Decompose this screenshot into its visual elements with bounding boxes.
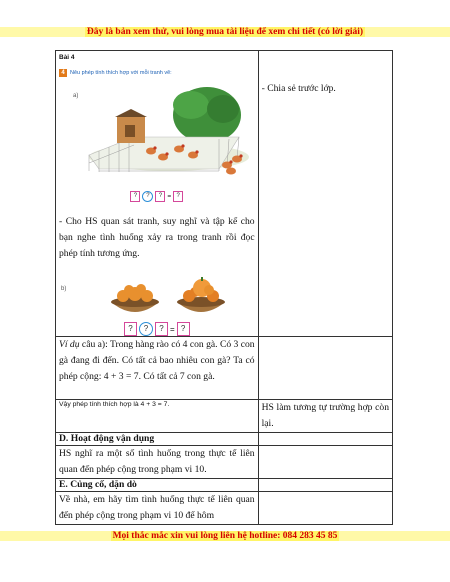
exercise-title: Nêu phép tính thích hợp với mỗi tranh vẽ: — [70, 70, 172, 76]
empty-cell — [258, 479, 392, 492]
similar-cell — [258, 400, 392, 433]
illustration-b — [59, 272, 255, 320]
example-text — [59, 337, 255, 385]
equals-sign: = — [169, 324, 175, 334]
instruction-text: - Cho HS quan sát tranh, suy nghĩ và tập kể cho bạn nghe tình huống xảy ra trong tranh rồi đọc phép tính tương ứng. — [59, 216, 255, 259]
table-row — [56, 51, 393, 337]
answer-box[interactable]: ? — [124, 322, 137, 336]
example-label: Ví dụ — [59, 339, 80, 350]
example-body: câu a): Trong hàng rào có 4 con gà. Có 3 con gà đang đi đến. Có tất cả bao nhiêu con gà? Ta có phép cộng: 4 + 3 = 7. Có tất cả 7 con gà. — [59, 339, 255, 382]
chicken-yard-illustration — [59, 79, 249, 189]
hotline-banner — [0, 531, 450, 541]
section-e-text: Về nhà, em hãy tìm tình huống thực tế liên quan đến phép cộng trong phạm vi 10 để hôm — [59, 494, 255, 521]
part-a-label: a) — [73, 93, 79, 99]
table-row — [56, 337, 393, 400]
section-e-title-cell — [56, 479, 259, 492]
conclusion-text: Vậy phép tính thích hợp là 4 + 3 = 7. — [59, 401, 170, 408]
exercise-label: Bài 4 — [59, 54, 75, 61]
exercise-heading — [59, 69, 255, 77]
empty-cell — [258, 337, 392, 400]
preview-banner-text: Đây là bản xem thử, vui lòng mua tài liệu để xem chi tiết (có lời giải) — [86, 27, 364, 37]
answer-box[interactable]: ? — [177, 322, 190, 336]
table-row — [56, 492, 393, 525]
answer-box[interactable]: ? — [173, 191, 183, 202]
exercise-cell — [56, 51, 259, 337]
table-row — [56, 479, 393, 492]
table-row — [56, 446, 393, 479]
table-row — [56, 433, 393, 446]
equals-sign: = — [167, 193, 172, 200]
illustration-a — [59, 79, 255, 189]
section-d-title-cell — [56, 433, 259, 446]
preview-banner — [0, 27, 450, 37]
empty-cell — [258, 446, 392, 479]
conclusion-cell — [56, 400, 259, 433]
share-text: - Chia sẻ trước lớp. — [261, 83, 336, 94]
section-e-text-cell — [56, 492, 259, 525]
section-d-text-cell — [56, 446, 259, 479]
section-d-title: D. Hoạt động vận dụng — [59, 433, 155, 444]
table-row — [56, 400, 393, 433]
operator-circle[interactable]: ? — [139, 322, 153, 336]
part-b-label: b) — [61, 286, 67, 292]
empty-cell — [258, 433, 392, 446]
similar-text: HS làm tương tự trường hợp còn lại. — [261, 402, 389, 429]
operator-circle[interactable]: ? — [142, 191, 153, 202]
fruit-baskets-illustration — [59, 272, 249, 320]
equation-a — [59, 191, 255, 202]
empty-cell — [258, 492, 392, 525]
share-cell — [258, 51, 392, 337]
exercise-number-badge: 4 — [59, 69, 67, 77]
answer-box[interactable]: ? — [155, 191, 165, 202]
section-d-text: HS nghĩ ra một số tình huống trong thực tế liên quan đến phép cộng trong phạm vi 10. — [59, 448, 255, 475]
hotline-banner-text: Mọi thắc mắc xin vui lòng liên hệ hotline: 084 283 45 85 — [112, 531, 338, 541]
example-cell — [56, 337, 259, 400]
equation-b — [59, 322, 255, 336]
answer-box[interactable]: ? — [155, 322, 168, 336]
lesson-table — [55, 50, 393, 525]
answer-box[interactable]: ? — [130, 191, 140, 202]
section-e-title: E. Củng cố, dặn dò — [59, 479, 137, 490]
